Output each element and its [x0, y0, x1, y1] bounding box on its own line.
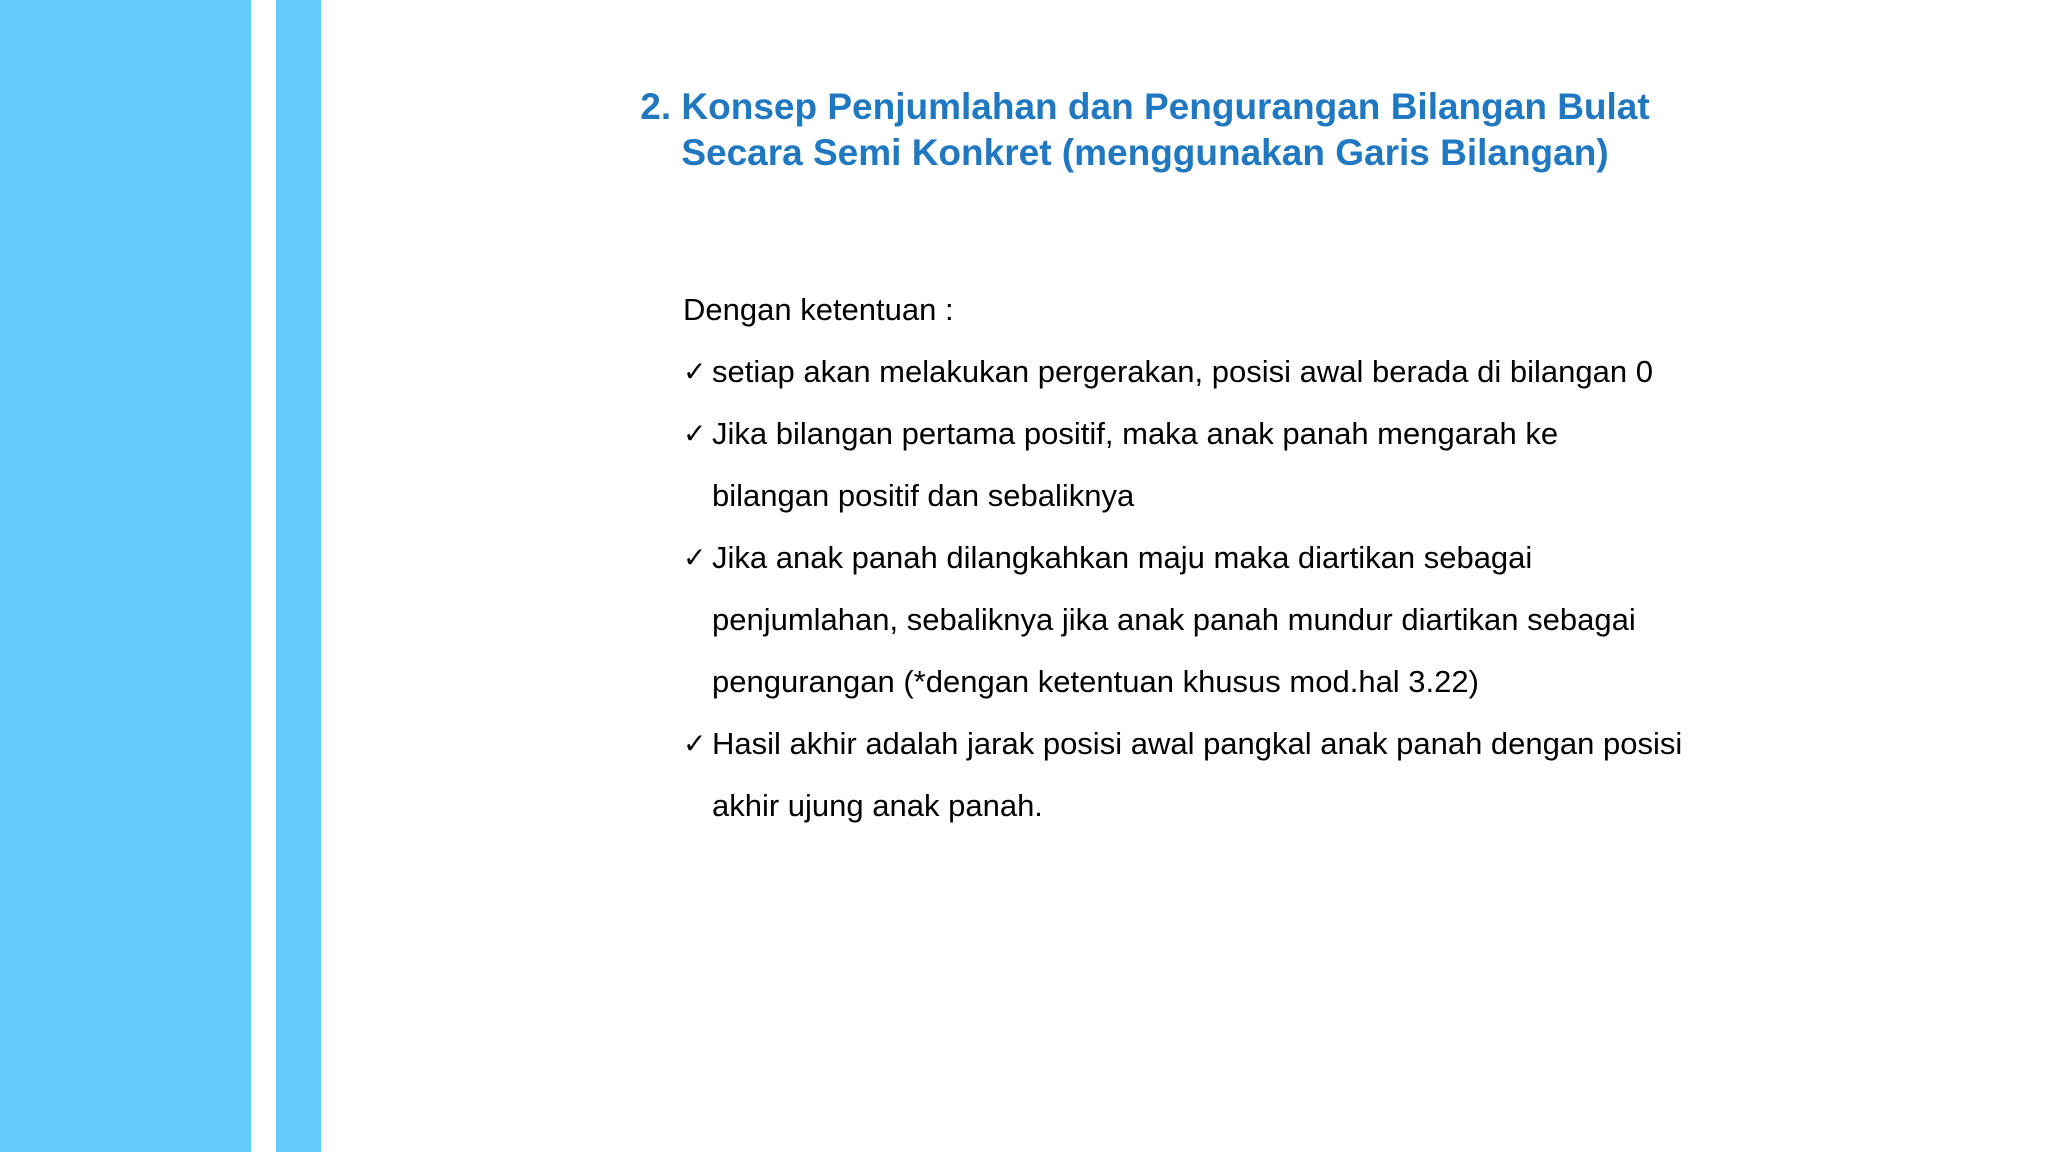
left-accent-bar-wide — [0, 0, 251, 1152]
intro-text: Dengan ketentuan : — [683, 292, 954, 327]
checklist-item-text: Hasil akhir adalah jarak posisi awal pangkal anak panah dengan posisi akhir ujung anak panah. — [712, 726, 1683, 823]
checklist-item — [683, 403, 1683, 527]
checklist — [683, 341, 1683, 837]
left-accent-bar-narrow — [276, 0, 321, 1152]
check-icon: ✓ — [683, 541, 707, 574]
check-icon: ✓ — [683, 355, 707, 388]
checklist-item — [683, 713, 1683, 837]
check-icon: ✓ — [683, 727, 707, 760]
slide-title — [560, 84, 1730, 176]
checklist-item — [683, 527, 1683, 713]
checklist-item-text: Jika bilangan pertama positif, maka anak panah mengarah ke bilangan positif dan sebaliknya — [712, 416, 1559, 513]
checklist-item-text: setiap akan melakukan pergerakan, posisi awal berada di bilangan 0 — [712, 354, 1653, 389]
slide-title-line-2: Secara Semi Konkret (menggunakan Garis Bilangan) — [681, 132, 1609, 173]
checklist-item — [683, 341, 1683, 403]
slide-title-line-1: 2. Konsep Penjumlahan dan Pengurangan Bilangan Bulat — [640, 86, 1650, 127]
slide-body — [683, 279, 1683, 837]
check-icon: ✓ — [683, 417, 707, 450]
checklist-item-text: Jika anak panah dilangkahkan maju maka diartikan sebagai penjumlahan, sebaliknya jika anak panah mundur diartikan sebagai pengurangan (*dengan ketentuan khusus mod.hal 3.22) — [712, 540, 1636, 699]
